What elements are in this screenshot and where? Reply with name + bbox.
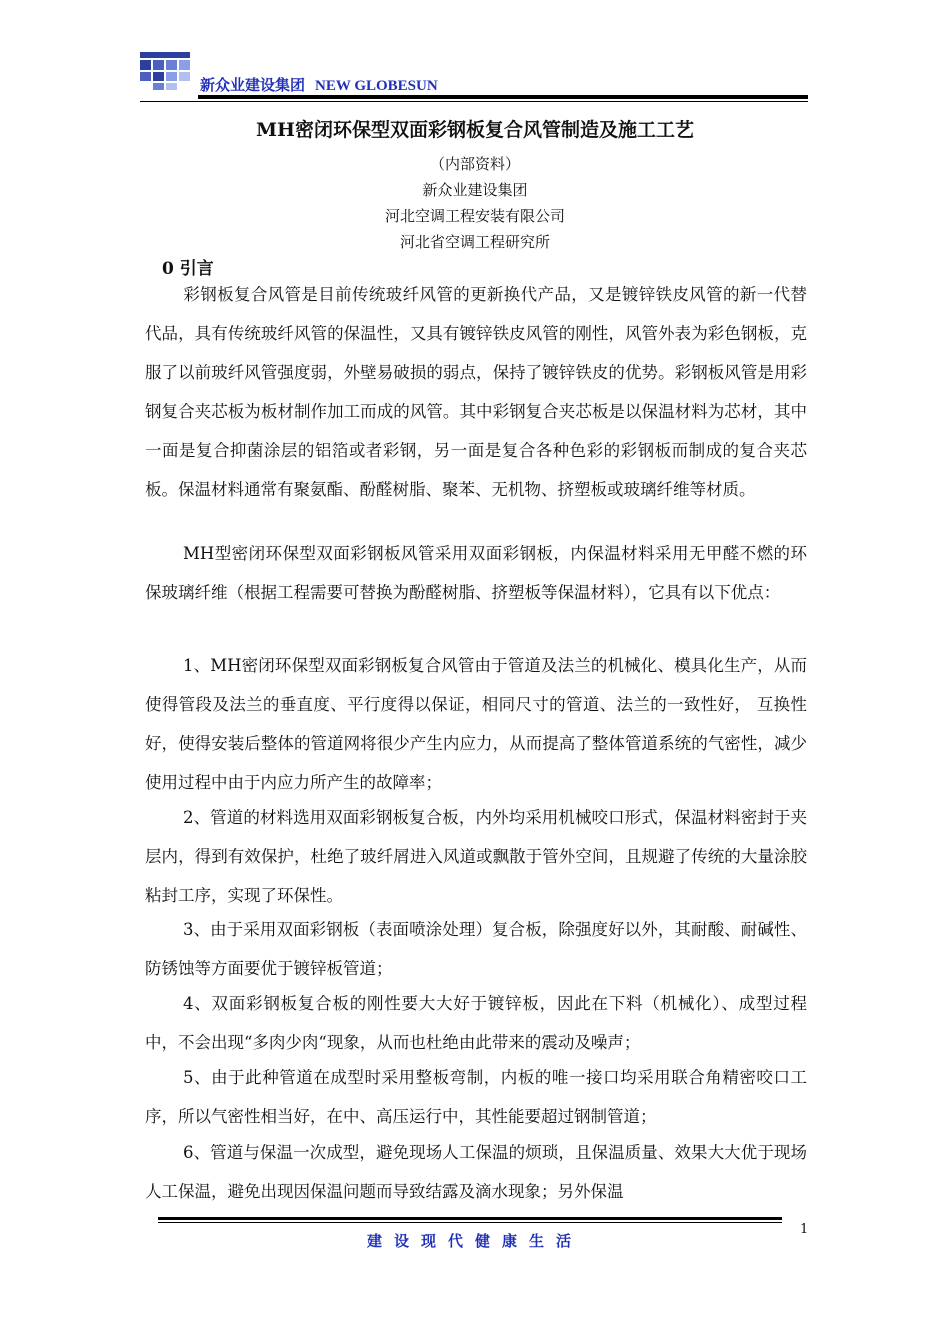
paragraph-text: 6、管道与保温一次成型，避免现场人工保温的烦琐，且保温质量、效果大大优于现场人工保温，避免出现因保温问题而导致结露及滴水现象；另外保温	[145, 1143, 807, 1201]
paragraph-text: 5、由于此种管道在成型时采用整板弯制，内板的唯一接口均采用联合角精密咬口工序，所以气密性相当好，在中、高压运行中，其性能要超过钢制管道；	[145, 1068, 807, 1126]
footer-slogan: 建设现代健康生活	[366, 1232, 583, 1250]
header-divider	[198, 95, 808, 99]
paragraph-text: 2、管道的材料选用双面彩钢板复合板，内外均采用机械咬口形式，保温材料密封于夹层内，得到有效保护，杜绝了玻纤屑进入风道或飘散于管外空间，且规避了传统的大量涂胶粘封工序，实现了环保性。	[145, 808, 807, 905]
footer-divider-thin	[158, 1222, 782, 1223]
paragraph	[145, 910, 807, 988]
paragraph	[145, 798, 807, 915]
document-org-2: 河北空调工程安装有限公司	[384, 207, 565, 225]
paragraph-text: MH型密闭环保型双面彩钢板风管采用双面彩钢板，内保温材料采用无甲醛不燃的环保玻璃纤维（根据工程需要可替换为酚醛树脂、挤塑板等保温材料），它具有以下优点：	[145, 544, 807, 602]
paragraph	[145, 534, 807, 612]
paragraph	[145, 1133, 807, 1211]
document-title: MH密闭环保型双面彩钢板复合风管制造及施工工艺	[256, 119, 694, 141]
paragraph	[145, 275, 807, 509]
paragraph	[145, 646, 807, 802]
document-org-3: 河北省空调工程研究所	[399, 233, 550, 251]
paragraph	[145, 1058, 807, 1136]
document-note: （内部资料）	[429, 155, 520, 173]
paragraph-text: 彩钢板复合风管是目前传统玻纤风管的更新换代产品，又是镀锌铁皮风管的新一代替代品，具有传统玻纤风管的保温性，又具有镀锌铁皮风管的刚性，风管外表为彩色钢板，克服了以前玻纤风管强度弱，外壁易破损的弱点，保持了镀锌铁皮的优势。彩钢板风管是用彩钢复合夹芯板为板材制作加工而成的风管。其中彩钢复合夹芯板是以保温材料为芯材，其中一面是复合抑菌涂层的铝箔或者彩钢，另一面是复合各种色彩的彩钢板而制成的复合夹芯板。保温材料通常有聚氨酯、酚醛树脂、聚苯、无机物、挤塑板或玻璃纤维等材质。	[145, 285, 807, 499]
company-logo-icon	[140, 52, 190, 90]
footer-divider	[158, 1217, 782, 1220]
paragraph	[145, 984, 807, 1062]
header-company-cn: 新众业建设集团	[200, 76, 306, 94]
header-divider-thin	[140, 101, 808, 102]
section-heading: 0 引言	[162, 259, 214, 279]
page-number: 1	[800, 1222, 809, 1237]
paragraph-text: 4、双面彩钢板复合板的刚性要大大好于镀锌板，因此在下料（机械化）、成型过程中，不会出现“多肉少肉“现象，从而也杜绝由此带来的震动及噪声；	[145, 994, 807, 1052]
header-company	[200, 74, 438, 95]
header-company-en: NEW GLOBESUN	[315, 78, 438, 94]
document-org-1: 新众业建设集团	[422, 181, 528, 199]
paragraph-text: 1、MH密闭环保型双面彩钢板复合风管由于管道及法兰的机械化、模具化生产，从而使得管段及法兰的垂直度、平行度得以保证，相同尺寸的管道、法兰的一致性好， 互换性好，使得安装后整体的管道网将很少产生内应力，从而提高了整体管道系统的气密性，减少使用过程中由于内应力所产生的故障率；	[145, 656, 807, 792]
paragraph-text: 3、由于采用双面彩钢板（表面喷涂处理）复合板，除强度好以外，其耐酸、耐碱性、防锈蚀等方面要优于镀锌板管道；	[145, 920, 807, 978]
